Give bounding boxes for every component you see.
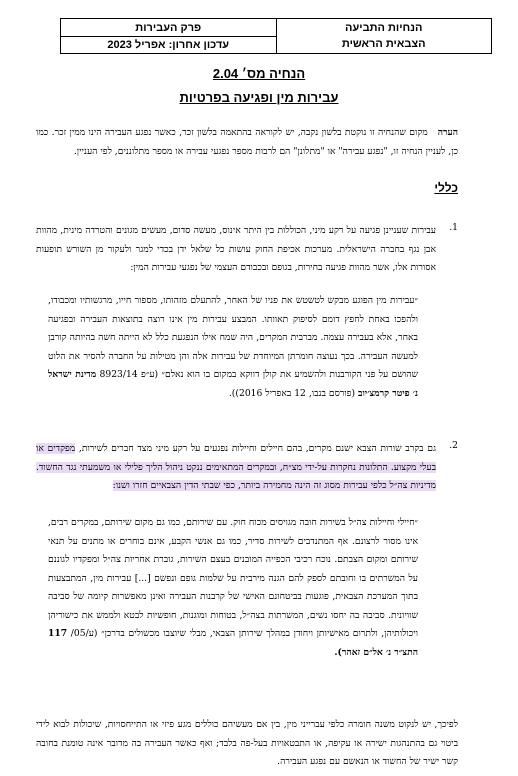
quote-2-citation: 117 התצ״ר נ׳ אל״ם זאהר).	[48, 628, 418, 658]
directive-number-title: הנחיה מס׳ 2.04	[212, 66, 306, 81]
header-left-cell	[61, 19, 276, 53]
note-text: מקום שהנחיה זו נוקטת בלשון נקבה, יש לקוראה בהתאמה בלשון זכר, כאשר נפגע העבירה הינו ממין זכר. כמו כן, לעניין הנחיה זו, "נפגע עבירה" או "מתלונן" הם לרבות מספר נפגעי עבירה או מספר מתלוננים, לפי העניין.	[36, 127, 458, 157]
last-updated-label: עדכון אחרון: אפריל 2023	[107, 38, 230, 51]
quote-1-text: ״עבירות מין הפוגע מבקש לטשטש את פניו של האחר, להתעלם מזהותו, מספור חייו, מרגשותיו ומכבודו, ולהפכו באחת לחפץ דומם לסיפוק תאוותו. המבצע עבירות מין אינו רוצה בתוצאות העבירה ובפגיעה באחר, אלא בעבירה עצמה. מברבית המקרים, היה שמח אילו הנפגעת כלל לא הייתה חשה בהיותה קורבן למעשה העבירה. בכך נעוצה חומרתן המיוחדת של עבירות אלה והן מטילות על החברה להסיר את הלוט שהושם על פני הקורבנות ולהשמיע את קולן דווקא במקום בו הוא נאלם״ (ע״פ 8923/14	[48, 295, 419, 380]
highlighted-text: מפקדים או בעלי מקצוע. התלונות נחקרות על-ידי מצ״ח, ובמקרים המתאימים ננקט ניהול הליך פלילי או משמעתי נגד החשוד. מדיניות צה״ל כלפי עבירות מסוג זה הינה מחמירה ביותר, כפי שבתי הדין הצבאיים חזרו ושנו:	[36, 443, 436, 491]
quote-2	[48, 514, 418, 662]
paragraph-3: לפיכך, יש לנקוט משנה חומרה כלפי עברייני מין, בין אם מעשיהם כוללים מגע פיזי או התייחסויות, שיכולות לבוא לידי ביטוי גם בהתנהגות ישירה או עקיפה, או התבטאויות בעל-פה בלבד; ואף כאשר העבירה בה מדובר אינה טומנת בחובה קשר ישיר של החשוד או הנאשם עם נפגע העבירה.	[36, 719, 458, 767]
organization-line1: הנחיות התביעה	[345, 22, 423, 34]
note-paragraph	[36, 124, 458, 161]
header-right-cell	[276, 19, 492, 53]
quote-2-text: ״חיילי וחיילות צה״ל בשירות חובה מגויסים מכוח חוק. עם שירותם, כמו גם מקום שירותם, במקרים רבים, אינו מסור לרצונם. אף המתנדבים לשירות סדיר, כמו גם אנשי הקבע, אינם בוחרים או מתנים על תנאי שירותם ומקום הצבתם. נוכח רכיבי הכפייה המובנים בעצם השירות, גוברת אחריות צה״ל ומפקדיו לגוננם על המשרתים בו וחובתם לספק להם הגנה מירבית על שלמות גופם ונפשם [...] עבירות מין, המתבצעות בתוך המערכת הצבאית, פוגעות בביטחונם האישי של קרבנות העבירה ואינן מאפשרות קיומה של סביבה שוויונית. סביבה בה יחסו נשים, המשרתות בצה״ל, בטוחות ומוגנות, חופשיות לבטא ולממש את כישוריהן ויכולותיהן, ולתרום מאישיותן ויחודן במהלך שירותן הצבאי, מבלי שיוצבו מכשולים בדרכן״ (ע/05/	[48, 517, 419, 639]
paragraph-number-2: 2.	[449, 440, 458, 451]
paragraph-2	[36, 440, 436, 496]
paragraph-1: עבירות שעניינן פגיעה על רקע מיני, הכוללות בין היתר אינוס, מעשה סדום, מעשים מגונים והטרדה מינית, מהוות אבן נגף בחברה הישראלית. מערכות אכיפת החוק עושות כל שלאל ידן בכדי למגר ולעקור מן השורש תופעות אסורות אלו, אשר מהוות פגיעה בחירות, בגופם ובכבודם העצמי של נפגעי עבירות המין:	[36, 225, 436, 273]
quote-1-citation-tail: (פורסם בנבו, 12 באפריל 2016)).	[228, 387, 356, 399]
note-label: הערה	[437, 127, 458, 138]
paragraph-2-text: גם בקרב שורות הצבא ישנם מקרים, בהם חיילים וחיילות נפגעים על רקע מיני מצד חברים לשירות,	[75, 443, 437, 454]
paragraph-number-1: 1.	[449, 222, 458, 233]
chapter-label: פרק העבירות	[61, 20, 276, 37]
quote-1-citation: מדינת ישראל נ׳ פיטר קרמצ׳יוב	[48, 369, 418, 399]
directive-subject-title: עבירות מין ופגיעה בפרטיות	[179, 90, 339, 105]
quote-1	[48, 292, 418, 403]
document-header	[60, 18, 492, 54]
organization-line2: הצבאית הראשית	[341, 38, 426, 50]
section-heading: כללי	[434, 181, 458, 195]
